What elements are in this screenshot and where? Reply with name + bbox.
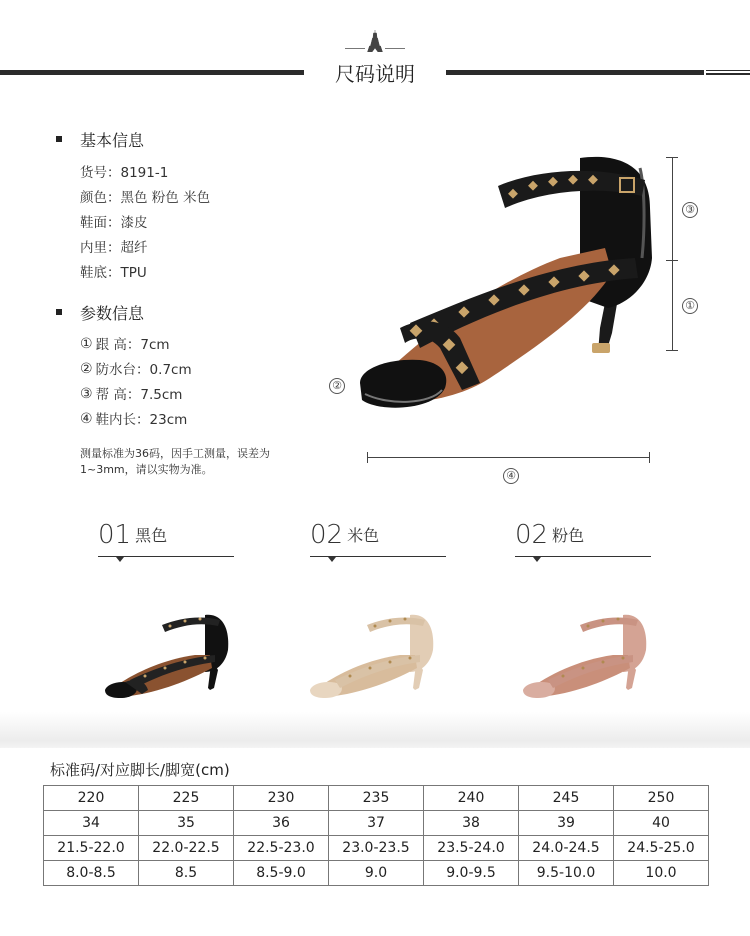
table-row	[44, 836, 709, 861]
header-ornament-line-left	[345, 48, 365, 49]
table-cell: 24.0-24.5	[519, 836, 614, 861]
table-cell: 230	[234, 786, 329, 811]
measurement-note: 测量标准为36码，因手工测量，误差为1~3mm，请以实物为准。	[80, 447, 270, 476]
measure-tick	[666, 260, 678, 261]
color-arrow-icon	[533, 557, 541, 562]
measure-tick	[666, 350, 678, 351]
table-cell: 34	[44, 811, 139, 836]
table-cell: 235	[329, 786, 424, 811]
marker-inner-length: ④	[503, 468, 519, 484]
header-bar-right	[446, 70, 704, 75]
table-cell: 22.0-22.5	[139, 836, 234, 861]
size-table	[43, 785, 709, 886]
header-bar-tail	[706, 70, 750, 75]
table-cell: 8.5	[139, 861, 234, 886]
param-shaft-height	[80, 383, 182, 403]
color-name: 粉色	[552, 526, 585, 545]
param-heel-height	[80, 333, 170, 353]
header-ornament-line-right	[385, 48, 405, 49]
table-cell: 240	[424, 786, 519, 811]
color-label-black	[98, 520, 167, 550]
table-cell: 40	[614, 811, 709, 836]
marker-shaft-height: ③	[682, 202, 698, 218]
table-row	[44, 811, 709, 836]
param-platform	[80, 358, 192, 378]
sandal-thumb-pink	[518, 610, 653, 700]
table-cell: 36	[234, 811, 329, 836]
basic-info-title: 基本信息	[80, 131, 145, 150]
color-number: 01	[98, 520, 132, 550]
color-label-pink	[515, 520, 584, 550]
info-line-upper: 鞋面：漆皮	[80, 215, 148, 231]
table-cell: 39	[519, 811, 614, 836]
param-info-title: 参数信息	[80, 304, 145, 323]
measure-tick	[367, 452, 368, 463]
eiffel-tower-icon	[366, 30, 384, 52]
info-line-sku: 货号：8191-1	[80, 165, 169, 181]
table-cell: 9.0-9.5	[424, 861, 519, 886]
header-bar-left	[0, 70, 304, 75]
bullet-params	[56, 309, 62, 315]
marker-heel-height: ①	[682, 298, 698, 314]
table-cell: 8.0-8.5	[44, 861, 139, 886]
info-line-colors: 颜色：黑色 粉色 米色	[80, 190, 211, 206]
table-row	[44, 786, 709, 811]
color-name: 米色	[347, 526, 380, 545]
measure-tick	[666, 157, 678, 158]
marker-platform: ②	[329, 378, 345, 394]
param-text: 防水台：0.7cm	[95, 362, 192, 378]
color-name: 黑色	[135, 526, 168, 545]
size-table-title: 标准码/对应脚长/脚宽(cm)	[50, 761, 230, 779]
param-number: ③	[80, 386, 93, 402]
page-title: 尺码说明	[335, 62, 415, 86]
main-sandal-image	[350, 148, 670, 428]
table-cell: 24.5-25.0	[614, 836, 709, 861]
table-row	[44, 861, 709, 886]
table-cell: 23.0-23.5	[329, 836, 424, 861]
table-cell: 220	[44, 786, 139, 811]
param-inner-length	[80, 408, 187, 428]
color-number: 02	[515, 520, 549, 550]
color-label-beige	[310, 520, 379, 550]
table-cell: 225	[139, 786, 234, 811]
table-cell: 9.0	[329, 861, 424, 886]
table-cell: 22.5-23.0	[234, 836, 329, 861]
measure-tick	[649, 452, 650, 463]
param-text: 帮 高：7.5cm	[95, 387, 183, 403]
color-number: 02	[310, 520, 344, 550]
param-text: 跟 高：7cm	[95, 337, 170, 353]
table-cell: 245	[519, 786, 614, 811]
param-number: ①	[80, 336, 93, 352]
param-text: 鞋内长：23cm	[95, 412, 188, 428]
color-arrow-icon	[328, 557, 336, 562]
color-arrow-icon	[116, 557, 124, 562]
measure-line-vertical	[672, 157, 673, 350]
param-number: ②	[80, 361, 93, 377]
table-cell: 23.5-24.0	[424, 836, 519, 861]
table-cell: 8.5-9.0	[234, 861, 329, 886]
divider-shadow	[0, 712, 750, 748]
table-cell: 250	[614, 786, 709, 811]
table-cell: 10.0	[614, 861, 709, 886]
sandal-thumb-black	[100, 610, 235, 700]
table-cell: 37	[329, 811, 424, 836]
info-line-sole: 鞋底：TPU	[80, 265, 147, 281]
table-cell: 35	[139, 811, 234, 836]
info-line-lining: 内里：超纤	[80, 240, 148, 256]
param-number: ④	[80, 411, 93, 427]
table-cell: 21.5-22.0	[44, 836, 139, 861]
sandal-thumb-beige	[305, 610, 440, 700]
table-cell: 9.5-10.0	[519, 861, 614, 886]
table-cell: 38	[424, 811, 519, 836]
measure-line-horizontal	[367, 457, 650, 458]
bullet-basic	[56, 136, 62, 142]
